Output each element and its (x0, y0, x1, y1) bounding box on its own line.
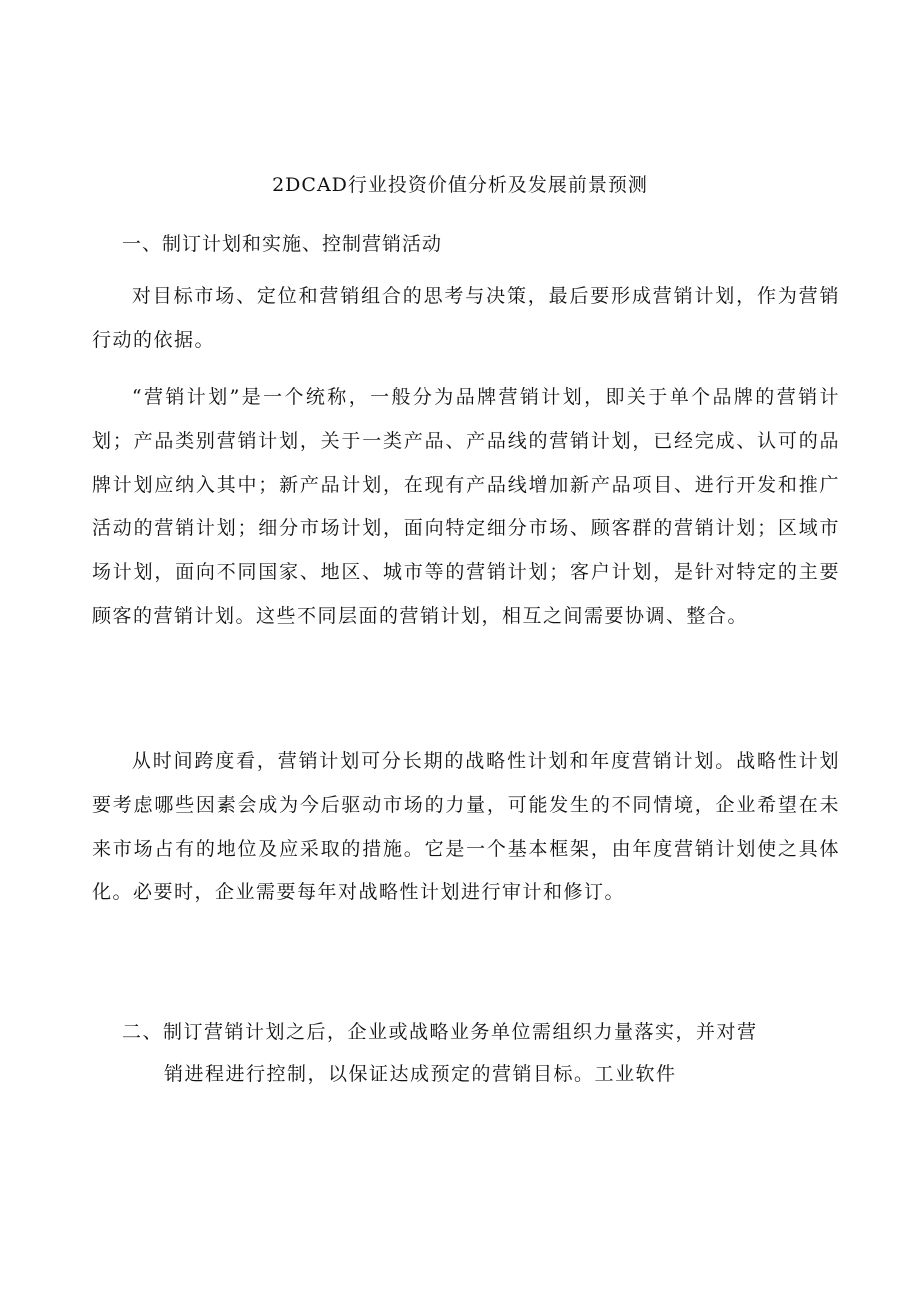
section-heading-2-line2: 销进程进行控制，以保证达成预定的营销目标。工业软件 (164, 1063, 677, 1085)
document-title: 2DCAD行业投资价值分析及发展前景预测 (272, 174, 648, 196)
paragraph-1: 对目标市场、定位和营销组合的思考与决策，最后要形成营销计划，作为营销行动的依据。 (92, 285, 840, 351)
paragraph-3: 从时间跨度看，营销计划可分长期的战略性计划和年度营销计划。战略性计划要考虑哪些因素会成为今后驱动市场的力量，可能发生的不同情境，企业希望在未来市场占有的地位及应采取的措施。它是一个基本框架，由年度营销计划使之具体化。必要时，企业需要每年对战略性计划进行审计和修订。 (92, 750, 840, 904)
section-heading-2 (122, 1011, 840, 1095)
section-heading-1: 一、制订计划和实施、控制营销活动 (122, 233, 443, 255)
section-heading-2-line1: 二、制订营销计划之后，企业或战略业务单位需组织力量落实，并对营 (122, 1021, 758, 1043)
paragraph-2: “营销计划”是一个统称，一般分为品牌营销计划，即关于单个品牌的营销计划；产品类别营销计划，关于一类产品、产品线的营销计划，已经完成、认可的品牌计划应纳入其中；新产品计划，在现有产品线增加新产品项目、进行开发和推广活动的营销计划；细分市场计划，面向特定细分市场、顾客群的营销计划；区域市场计划，面向不同国家、地区、城市等的营销计划；客户计划，是针对特定的主要顾客的营销计划。这些不同层面的营销计划，相互之间需要协调、整合。 (92, 386, 840, 627)
